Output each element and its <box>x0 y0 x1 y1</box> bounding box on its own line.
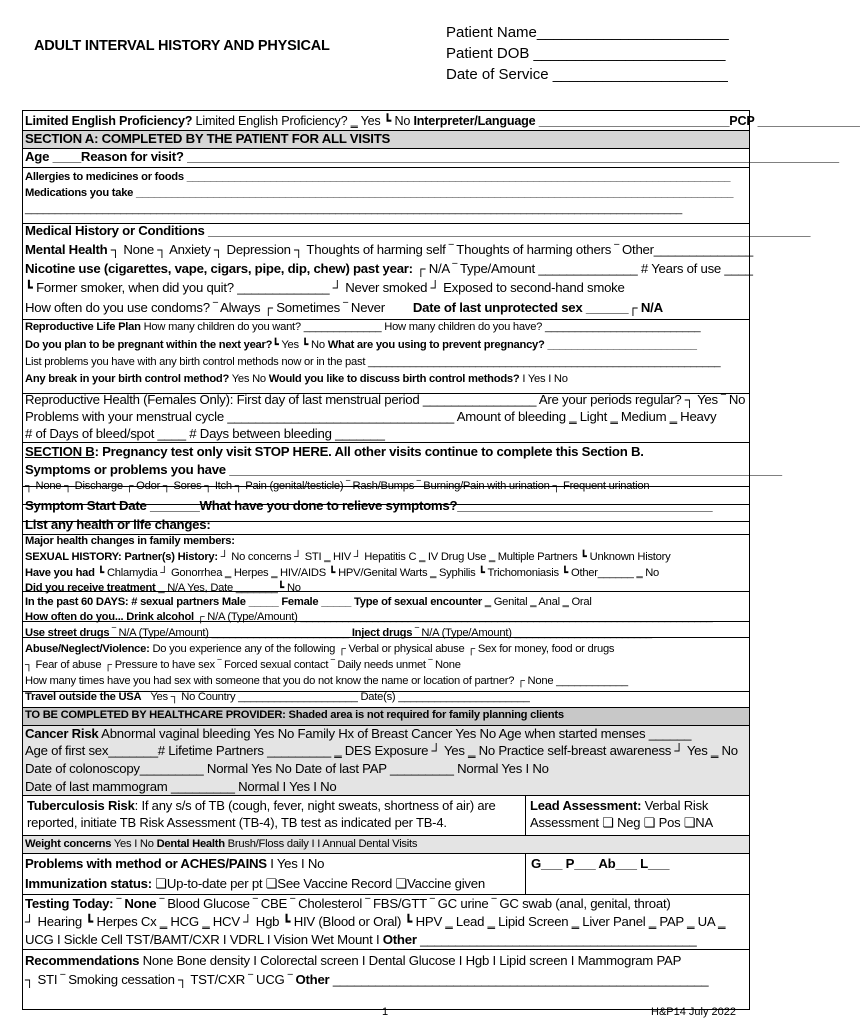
column-divider <box>525 853 526 894</box>
patient-name-field[interactable]: Patient Name_______________________ <box>446 24 729 41</box>
past-60-days-fields[interactable]: In the past 60 DAYS: # sexual partners Male _____ Female _____ Type of sexual encounter <box>25 596 483 608</box>
tb-risk-instruction: : If any s/s of TB (cough, fever, night sweats, shortness of air) are reported, initiate TB Risk Assessment (TB-4), TB test as indicated per TB-4. <box>27 798 496 830</box>
alcohol-label: How often do you... Drink alcohol <box>25 611 194 623</box>
symptom-options-row[interactable]: ┐ None ┐ Discharge ┌ Odor ┐ Sores ┐ Itch ┐ Pain (genital/testicle) ‾ Rash/Bumps ‾ Burning/Pain with urination ┐ Frequent urination <box>25 480 650 492</box>
immunization-label: Immunization status: <box>25 876 152 891</box>
first-sex-row[interactable]: Age of first sex_______# Lifetime Partners _________ ‗ DES Exposure ┘ Yes ‗ No Practice self-breast awareness ┘ Yes ‗ No <box>25 743 738 758</box>
rule <box>23 853 749 854</box>
aches-pains-options[interactable]: I Yes I No <box>266 856 325 871</box>
menstrual-problems-row[interactable]: Problems with your menstrual cycle ________________________________ Amount of bleeding ‗ Light ‗ Medium ‗ Heavy <box>25 409 717 424</box>
encounter-type-options[interactable]: ‗ Genital ‗ Anal ‗ Oral <box>482 596 592 608</box>
street-drugs-field[interactable]: ‾ N/A (Type/Amount) _______________________ <box>109 627 352 639</box>
unknown-partner-row[interactable]: How many times have you had sex with someone that you do not know the name or location of partner? ┌ None ____________ <box>25 675 628 687</box>
reproductive-health-label: Reproductive Health (Females Only): <box>25 392 234 407</box>
patient-dob-field[interactable]: Patient DOB _______________________ <box>446 45 726 62</box>
pregnancy-plan-options[interactable]: ┗ Yes ┗ No <box>272 339 328 351</box>
treatment-label: Did you receive treatment <box>25 582 156 594</box>
dental-health-label: Dental Health <box>156 838 225 850</box>
provider-section-heading: TO BE COMPLETED BY HEALTHCARE PROVIDER: Shaded area is not required for family planning clients <box>25 709 564 721</box>
mental-health-options[interactable]: ┐ None ┐ Anxiety ┐ Depression ┐ Thoughts of harming self ‾ Thoughts of harming others ‾ Other______________ <box>107 242 753 257</box>
mental-health-label: Mental Health <box>25 242 108 257</box>
reproductive-life-plan-row[interactable] <box>25 321 747 333</box>
section-b-row <box>25 444 747 459</box>
travel-label: Travel outside the USA <box>25 691 142 703</box>
rule <box>23 795 749 796</box>
sexual-history-row[interactable] <box>25 550 747 563</box>
testing-other-field[interactable]: _______________________________________ <box>416 932 697 947</box>
gpal-fields[interactable]: G___ P___ Ab___ L___ <box>531 856 670 871</box>
date-of-service-field[interactable]: Date of Service _____________________ <box>446 66 728 83</box>
recommendation-options-2[interactable]: ┐ STI ‾ Smoking cessation ┐ TST/CXR ‾ UCG ‾ <box>25 972 296 987</box>
condom-options[interactable]: How often do you use condoms? ‾ Always ┌ Sometimes ‾ Never <box>25 300 385 315</box>
alcohol-row[interactable] <box>25 611 747 623</box>
page-number: 1 <box>382 1006 389 1018</box>
interpreter-pcp[interactable]: Interpreter/Language ____________________________PCP _______________ <box>413 114 860 128</box>
cancer-risk-label: Cancer Risk <box>25 726 99 741</box>
have-you-had-label: Have you had <box>25 567 95 579</box>
testing-options[interactable]: ‾ Blood Glucose ‾ CBE ‾ Cholesterol ‾ FBS/GTT ‾ GC urine ‾ GC swab (anal, genital, throat) <box>156 896 671 911</box>
lep-row <box>25 113 860 128</box>
rlp-label: Reproductive Life Plan <box>25 321 141 333</box>
testing-options-3[interactable]: UCG I Sickle Cell TST/BAMT/CXR I VDRL I Vision Wet Mount I <box>25 932 383 947</box>
travel-fields[interactable]: ‾ Yes ┐ No Country ____________________ Date(s) ______________________ <box>141 691 530 703</box>
nicotine-row[interactable] <box>25 261 753 276</box>
abuse-options-row[interactable]: ┐ Fear of abuse ┌ Pressure to have sex ‾ Forced sexual contact ‾ Daily needs unmet ‾ None <box>25 659 461 671</box>
cancer-risk-fields[interactable]: Abnormal vaginal bleeding Yes No Family Hx of Breast Cancer Yes No Age when started menses ______ <box>98 726 692 741</box>
weight-concerns-options[interactable]: Yes I No <box>111 838 157 850</box>
aches-pains-label: Problems with method or ACHES/PAINS <box>25 856 267 871</box>
rule <box>23 707 749 708</box>
rule <box>23 835 749 836</box>
recommendations-label: Recommendations <box>25 953 140 968</box>
rule <box>23 949 749 950</box>
alcohol-field[interactable]: ┌ N/A (Type/Amount) _____________________________________________________________________ <box>193 611 713 623</box>
testing-none-box[interactable]: ‾ <box>113 896 125 911</box>
symptoms-row[interactable]: Symptoms or problems you have ______________________________________________________________________________ <box>25 462 782 477</box>
recommendations-row[interactable] <box>25 953 747 968</box>
reproductive-health-row[interactable] <box>25 392 747 407</box>
weight-concerns-label: Weight concerns <box>25 838 112 850</box>
mental-health-row[interactable] <box>25 242 753 257</box>
testing-options-row-2[interactable]: ┘ Hearing ┗ Herpes Cx ‗ HCG ‗ HCV ┘ Hgb ┗ HIV (Blood or Oral) ┗ HPV ‗ Lead ‗ Lipid Screen ‗ Liver Panel ‗ PAP ‗ UA ‗ <box>25 914 726 929</box>
family-changes-row[interactable]: Major health changes in family members: <box>25 535 235 547</box>
weight-dental-row[interactable] <box>25 838 747 850</box>
treatment-options[interactable]: ‗ N/A Yes, Date _______┗ No <box>155 582 301 594</box>
abuse-row[interactable] <box>25 643 747 655</box>
symptom-start-row[interactable]: Symptom Start Date _______What have you done to relieve symptoms?____________________________________ <box>25 498 713 513</box>
recommendations-row-2[interactable] <box>25 972 747 987</box>
lead-assessment-cell[interactable] <box>530 797 745 831</box>
past-60-days-row[interactable] <box>25 596 747 608</box>
section-a-heading: SECTION A: COMPLETED BY THE PATIENT FOR ALL VISITS <box>25 131 391 146</box>
inject-drugs-label: Inject drugs <box>351 627 413 639</box>
bc-break-question: Any break in your birth control method? <box>25 373 230 385</box>
sti-history-options[interactable]: ┗ Chlamydia ┘ Gonorrhea ‗ Herpes ‗ HIV/AIDS ┗ HPV/Genital Warts ‗ Syphilis ┗ Trichomoniasis ┗ Other______ ‗ No <box>94 567 660 579</box>
bc-break-row[interactable] <box>25 373 747 385</box>
smoker-status-row[interactable]: ┗ Former smoker, when did you quit? _____________ ┘ Never smoked ┘ Exposed to second-hand smoke <box>25 280 625 295</box>
abuse-label: Abuse/Neglect/Violence: <box>25 643 150 655</box>
lep-options[interactable]: Limited English Proficiency? ‗ Yes ┗ No <box>195 114 414 128</box>
medications-row[interactable]: Medications you take ____________________________________________________________________________________________________ <box>25 187 734 199</box>
bleed-days-row[interactable]: # of Days of bleed/spot ____ # Days between bleeding _______ <box>25 426 385 441</box>
colonoscopy-row[interactable]: Date of colonoscopy_________ Normal Yes No Date of last PAP _________ Normal Yes I No <box>25 761 549 776</box>
treatment-row[interactable] <box>25 581 747 594</box>
age-reason-row[interactable]: Age ____Reason for visit? ____________________________________________________________________________________________ <box>25 149 839 164</box>
aches-pains-row[interactable] <box>25 856 519 871</box>
recommendation-other-label: Other <box>295 972 330 987</box>
rule <box>23 319 749 320</box>
sexual-history-label: SEXUAL HISTORY: Partner(s) History: <box>25 551 218 563</box>
testing-today-row[interactable] <box>25 896 747 911</box>
recommendation-other-field[interactable]: _____________________________________________________ <box>329 972 709 987</box>
mammogram-row[interactable]: Date of last mammogram _________ Normal I Yes I No <box>25 779 337 794</box>
street-drugs-row[interactable] <box>25 627 747 639</box>
have-you-had-row[interactable] <box>25 566 747 579</box>
partner-history-options[interactable]: ┘ No concerns ┘ STI ‗ HIV ┘ Hepatitis C ‗ IV Drug Use ‗ Multiple Partners ┗ Unknown History <box>217 551 671 563</box>
rule <box>23 894 749 895</box>
dental-health-options[interactable]: Brush/Floss daily I I Annual Dental Visits <box>224 838 418 850</box>
form-sheet <box>22 110 860 1010</box>
column-divider <box>525 795 526 835</box>
inject-drugs-field[interactable]: ‾ N/A (Type/Amount) _______________________ <box>412 627 652 639</box>
rlp-questions[interactable]: How many children do you want? _____________ How many children do you have? __________________________ <box>140 321 701 333</box>
discuss-bc-question: Would you like to discuss birth control methods? <box>268 373 520 385</box>
travel-row[interactable] <box>25 691 747 703</box>
testing-none-label: None <box>124 896 157 911</box>
testing-other-label: Other <box>382 932 417 947</box>
recommendation-options[interactable]: None Bone density I Colorectal screen I Dental Glucose I Hgb I Lipid screen I Mammogram PAP <box>139 953 682 968</box>
condoms-row[interactable] <box>25 300 747 315</box>
nicotine-label: Nicotine use (cigarettes, vape, cigars, pipe, dip, chew) past year: <box>25 261 413 276</box>
form-title: ADULT INTERVAL HISTORY AND PHYSICAL <box>34 38 330 54</box>
rule <box>23 442 749 443</box>
menstrual-period-fields[interactable]: First day of last menstrual period ________________ Are your periods regular? ┐ Yes ‾ No <box>233 392 746 407</box>
pregnancy-plan-question: Do you plan to be pregnant within the next year? <box>25 339 273 351</box>
medications-blank-row[interactable]: ______________________________________________________________________________________________________________ <box>25 203 682 215</box>
abuse-options[interactable]: Do you experience any of the following ┌ Verbal or physical abuse ┌ Sex for money, food or drugs <box>149 643 615 655</box>
prevent-pregnancy-question[interactable]: What are you using to prevent pregnancy? _________________________ <box>327 339 697 351</box>
lead-assessment-label: Lead Assessment: <box>530 798 642 813</box>
immunization-options[interactable]: ❏Up-to-date per pt ❏See Vaccine Record ❏Vaccine given <box>151 876 485 891</box>
bc-break-options[interactable]: Yes No <box>229 373 269 385</box>
medical-history-row[interactable]: Medical History or Conditions _____________________________________________________________________________________ <box>25 223 811 238</box>
form-code: H&P14 July 2022 <box>651 1006 736 1018</box>
last-unprotected-sex[interactable]: Date of last unprotected sex ______┌ N/A <box>412 300 663 315</box>
patient-info-block <box>446 22 736 85</box>
lep-label: Limited English Proficiency? <box>25 114 196 128</box>
section-b-label: SECTION B <box>25 444 95 459</box>
pregnancy-plan-row[interactable] <box>25 338 747 351</box>
testing-options-row-3[interactable] <box>25 932 747 947</box>
testing-today-label: Testing Today: <box>25 896 114 911</box>
street-drugs-label: Use street drugs <box>25 627 110 639</box>
allergies-row[interactable]: Allergies to medicines or foods ___________________________________________________________________________________________ <box>25 171 731 183</box>
bc-problems-row[interactable]: List problems you have with any birth control methods now or in the past ___________________________________________________________ <box>25 356 721 368</box>
cancer-risk-row[interactable] <box>25 726 747 741</box>
lead-assessment-options[interactable]: Verbal Risk Assessment ❏ Neg ❏ Pos ❏NA <box>530 798 713 830</box>
immunization-row[interactable] <box>25 876 519 892</box>
discuss-bc-options[interactable]: I Yes I No <box>519 373 568 385</box>
life-changes-row[interactable]: List any health or life changes: <box>25 517 211 532</box>
tb-risk-label: Tuberculosis Risk <box>27 798 135 813</box>
tb-risk-cell <box>27 797 519 831</box>
section-b-instruction: : Pregnancy test only visit STOP HERE. All other visits continue to complete this Section B. <box>94 444 644 459</box>
rule <box>23 167 749 168</box>
nicotine-options[interactable]: ┌ N/A ‾ Type/Amount ______________ # Years of use ____ <box>412 261 753 276</box>
